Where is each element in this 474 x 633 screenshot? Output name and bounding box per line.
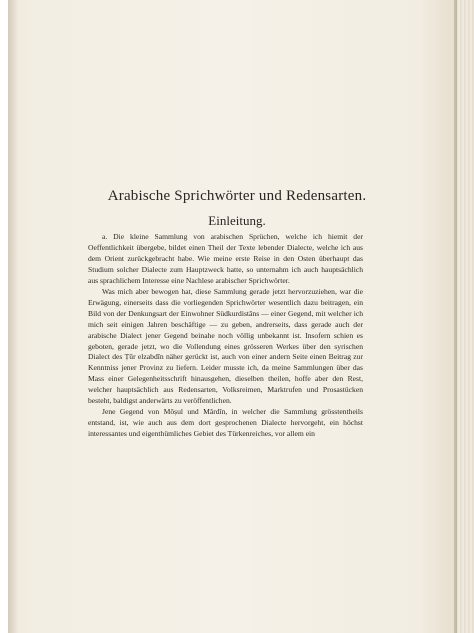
paragraph-1: a. Die kleine Sammlung von arabischen Sprüchen, welche ich hiemit der Oeffentlichkeit übergebe, bildet einen Theil der Texte lebender Dialecte, welche ich aus dem Orient zurückgebracht habe. Wie meine erste Reise in den Osten überhaupt das Studium solcher Dialecte zum Hauptzweck hatte, so unternahm ich auch hauptsächlich aus sprachlichem Interesse eine Nachlese arabischer Sprichwörter. bbox=[88, 232, 363, 285]
body-text bbox=[88, 232, 363, 440]
paragraph-3: Jene Gegend von Môṣul und Mârdîn, in welcher die Sammlung grösstentheils entstand, ist, wie auch aus dem dort gesprochenen Dialecte hervorgeht, ein höchst interessantes und eigenthümliches Gebiet des Türkenreiches, vor allem ein bbox=[88, 407, 363, 439]
page-title: Arabische Sprichwörter und Redensarten. bbox=[107, 188, 367, 204]
page-edges bbox=[454, 0, 474, 633]
section-heading: Einleitung. bbox=[208, 213, 266, 228]
paragraph-2: Was mich aber bewogen hat, diese Sammlung gerade jetzt hervorzuziehen, war die Erwägung, einerseits dass die vorliegenden Sprichwörter wesentlich dazu beitragen, ein Bild von der Denkungsart der Einwohner Südkurdistāns — einer Gegend, mit welcher ich mich seit einigen Jahren beschäftige — zu geben, andrerseits, dass gerade auch der arabische Dialect jener Gegend beinahe noch völlig unbekannt ist. Insofern schien es geboten, gerade jetzt, wo die Vollendung eines grösseren Werkes über den syrischen Dialect des Ṭūr elzabdīn näher gerückt ist, auch von einer andern Seite einen Beitrag zur Kenntniss jener Provinz zu liefern. Leider musste ich, da meine Sammlungen über das Mass einer Gelegenheitsschrift hinausgehen, dieselben theilen, hoffe aber den Rest, welcher hauptsächlich aus Redensarten, Volksreimen, Marktrufen und Prosastücken besteht, baldigst anderwärts zu veröffentlichen. bbox=[88, 286, 363, 406]
